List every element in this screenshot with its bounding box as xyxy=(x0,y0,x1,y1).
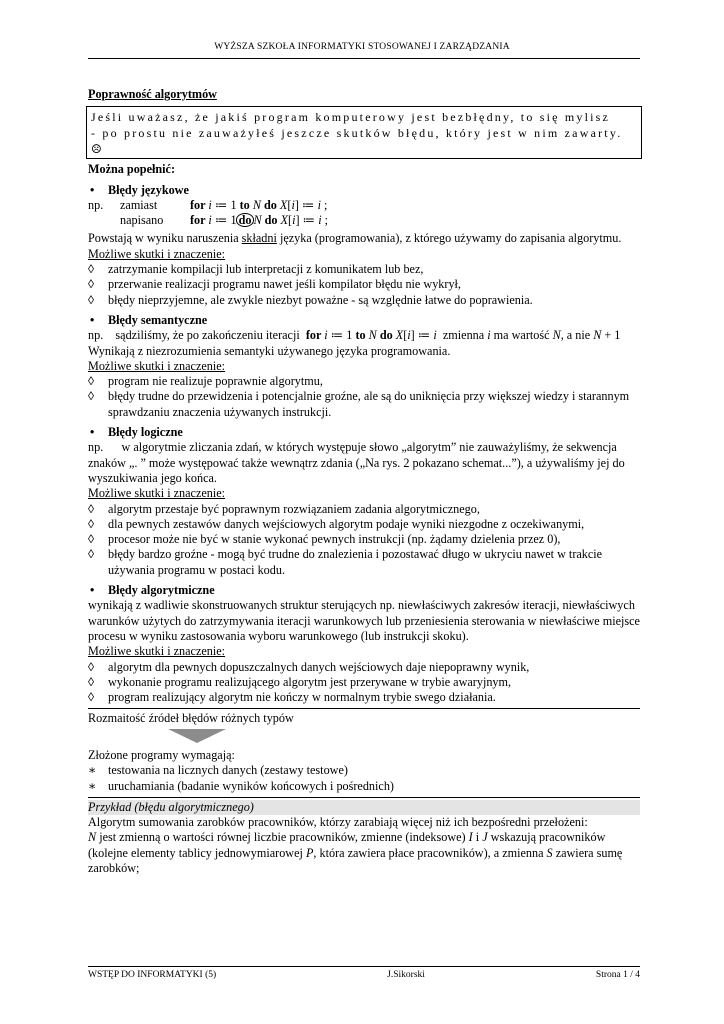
list-item: ◊ procesor może nie być w stanie wykonać pewnych instrukcji (np. żądamy dzielenia przez 0), xyxy=(88,532,561,547)
diamond-icon: ◊ xyxy=(88,532,95,547)
list-item: ◊ algorytm przestaje być poprawnym rozwiązaniem zadania algorytmicznego, xyxy=(88,501,480,516)
bullet-icon: • xyxy=(90,583,95,598)
section-heading-logic xyxy=(88,425,640,440)
section-title: Błędy algorytmiczne xyxy=(108,583,215,598)
diamond-icon: ◊ xyxy=(88,501,95,516)
divider xyxy=(88,797,640,798)
diamond-icon: ◊ xyxy=(88,389,95,404)
list-item: ◊ dla pewnych zestawów danych wejściowych algorytm podaje wyniki niezgodne z oczekiwanymi, xyxy=(88,516,585,531)
divider xyxy=(88,708,640,709)
code-example-written xyxy=(88,213,640,228)
header-rule xyxy=(88,58,640,59)
footer-course: WSTĘP DO INFORMATYKI (5) xyxy=(88,970,217,980)
quote-line-1: Jeśli uważasz, że jakiś program komputerowy jest bezbłędny, to się mylisz xyxy=(91,110,611,125)
quote-line-2: - po prostu nie zauważyłeś jeszcze skutków błędu, który jest w nim zawarty. ☹ xyxy=(91,126,623,157)
np-label: np. xyxy=(88,197,104,212)
error-highlight-circle: do xyxy=(236,213,255,227)
effects-title: Możliwe skutki i znaczenie: xyxy=(88,246,226,261)
asterisk-icon: ∗ xyxy=(88,778,97,793)
section-title: Błędy językowe xyxy=(108,182,189,197)
list-item: ◊ algorytm dla pewnych dopuszczalnych danych wejściowych daje niepoprawny wynik, xyxy=(88,659,530,674)
footer-page-number: Strona 1 / 4 xyxy=(595,970,640,980)
diamond-icon: ◊ xyxy=(88,292,95,307)
section-title: Błędy semantyczne xyxy=(108,312,208,327)
section-heading-sem xyxy=(88,313,640,328)
list-item: ◊ program nie realizuje poprawnie algorytmu, xyxy=(88,374,323,389)
list-item: ◊ błędy trudne do przewidzenia i potencjalnie groźne, ale są do uniknięcia przy większej wiedzy i starannym sprawdzaniu znaczenia używanych instrukcji. xyxy=(88,389,630,419)
example-line-1: Algorytm sumowania zarobków pracowników, którzy zarabiają więcej niż ich bezpośredni przełożeni: xyxy=(88,815,588,830)
quote-box xyxy=(86,106,642,159)
code-example-instead xyxy=(88,198,640,213)
list-item: ◊ wykonanie programu realizującego algorytm jest przerywane w trybie awaryjnym, xyxy=(88,674,512,689)
page-title: Poprawność algorytmów xyxy=(88,87,217,101)
list-item: ◊ przerwanie realizacji programu nawet jeśli kompilator błędu nie wykrył, xyxy=(88,277,461,292)
diamond-icon: ◊ xyxy=(88,674,95,689)
page-header: WYŻSZA SZKOŁA INFORMATYKI STOSOWANEJ I ZARZĄDZANIA xyxy=(214,42,510,52)
bullet-icon: • xyxy=(90,182,95,197)
asterisk-icon: ∗ xyxy=(88,763,97,778)
diamond-icon: ◊ xyxy=(88,374,95,389)
footer-rule xyxy=(88,966,640,967)
code-wrong: for i ≔ 1 do N do X[i] ≔ i ; xyxy=(190,213,329,228)
example-body: N jest zmienną o wartości równej liczbie pracowników, zmienne (indeksowe) I i J wskazują pracowników (kolejne elementy tablicy jednowymiarowej P, która zawiera płace pracowników), a zmienna S zawiera sumę zarobków; xyxy=(88,830,623,876)
page-footer xyxy=(88,970,640,980)
complex-programs: Złożone programy wymagają: xyxy=(88,747,235,762)
written-label: napisano xyxy=(120,213,164,228)
diamond-icon: ◊ xyxy=(88,262,95,277)
section-heading-lang xyxy=(88,183,640,198)
diamond-icon: ◊ xyxy=(88,690,95,705)
diamond-icon: ◊ xyxy=(88,547,95,562)
diamond-icon: ◊ xyxy=(88,516,95,531)
sem-cause: Wynikają z niezrozumienia semantyki używanego języka programowania. xyxy=(88,343,451,358)
section-title: Błędy logiczne xyxy=(108,425,183,440)
diamond-icon: ◊ xyxy=(88,659,95,674)
sem-example: np. sądziliśmy, że po zakończeniu iteracji for i ≔ 1 to N do X[i] ≔ i zmienna i ma wartość N, a nie N + 1 xyxy=(88,328,621,343)
section-heading-algo xyxy=(88,583,640,598)
effects-title: Możliwe skutki i znaczenie: xyxy=(88,486,226,501)
diamond-icon: ◊ xyxy=(88,277,95,292)
lang-cause: Powstają w wyniku naruszenia składni języka (programowania), z którego używamy do zapisania algorytmu. xyxy=(88,231,622,246)
effects-title: Możliwe skutki i znaczenie: xyxy=(88,358,226,373)
logic-example: np. w algorytmie zliczania zdań, w których występuje słowo „algorytm” nie zauważyliśmy, że sekwencja znaków „. ” może występować także wewnątrz zdania („Na rys. 2 pokazano schemat...”), a używaliśmy jej do wyszukiwania jego końca. xyxy=(88,440,628,485)
example-title: Przykład (błędu algorytmicznego) xyxy=(88,800,640,815)
variety-line: Rozmaitość źródeł błędów różnych typów xyxy=(88,711,294,726)
list-item: ∗ uruchamiania (badanie wyników końcowych i pośrednich) xyxy=(88,778,394,793)
effects-title: Możliwe skutki i znaczenie: xyxy=(88,644,226,659)
footer-author: J.Sikorski xyxy=(387,970,425,980)
list-item: ◊ zatrzymanie kompilacji lub interpretacji z komunikatem lub bez, xyxy=(88,262,424,277)
algo-cause: wynikają z wadliwie skonstruowanych struktur sterujących np. niewłaściwych zakresów iteracji, niewłaściwych warunków użytych do zatrzymywania iteracji warunkowych lub przeniesienia sterowania w niewłaściwe miejsce procesu w wyniku zastosowania wyboru warunkowego (lub instrukcji skoku). xyxy=(88,598,640,643)
down-arrow-icon xyxy=(168,729,226,743)
bullet-icon: • xyxy=(90,312,95,327)
list-item: ◊ błędy bardzo groźne - mogą być trudne do znalezienia i pozostawać długo w ukryciu nawet w trakcie używania programu w postaci kodu. xyxy=(88,547,603,577)
list-item: ∗ testowania na licznych danych (zestawy testowe) xyxy=(88,763,348,778)
list-item: ◊ program realizujący algorytm nie kończy w normalnym trybie swego działania. xyxy=(88,690,496,705)
code-correct: for i ≔ 1 to N do X[i] ≔ i ; xyxy=(190,197,328,212)
list-item: ◊ błędy nieprzyjemne, ale zwykle niezbyt poważne - są względnie łatwe do poprawienia. xyxy=(88,292,533,307)
instead-label: zamiast xyxy=(120,197,158,212)
can-commit-heading: Można popełnić: xyxy=(88,162,176,177)
document-body xyxy=(88,87,640,876)
bullet-icon: • xyxy=(90,425,95,440)
